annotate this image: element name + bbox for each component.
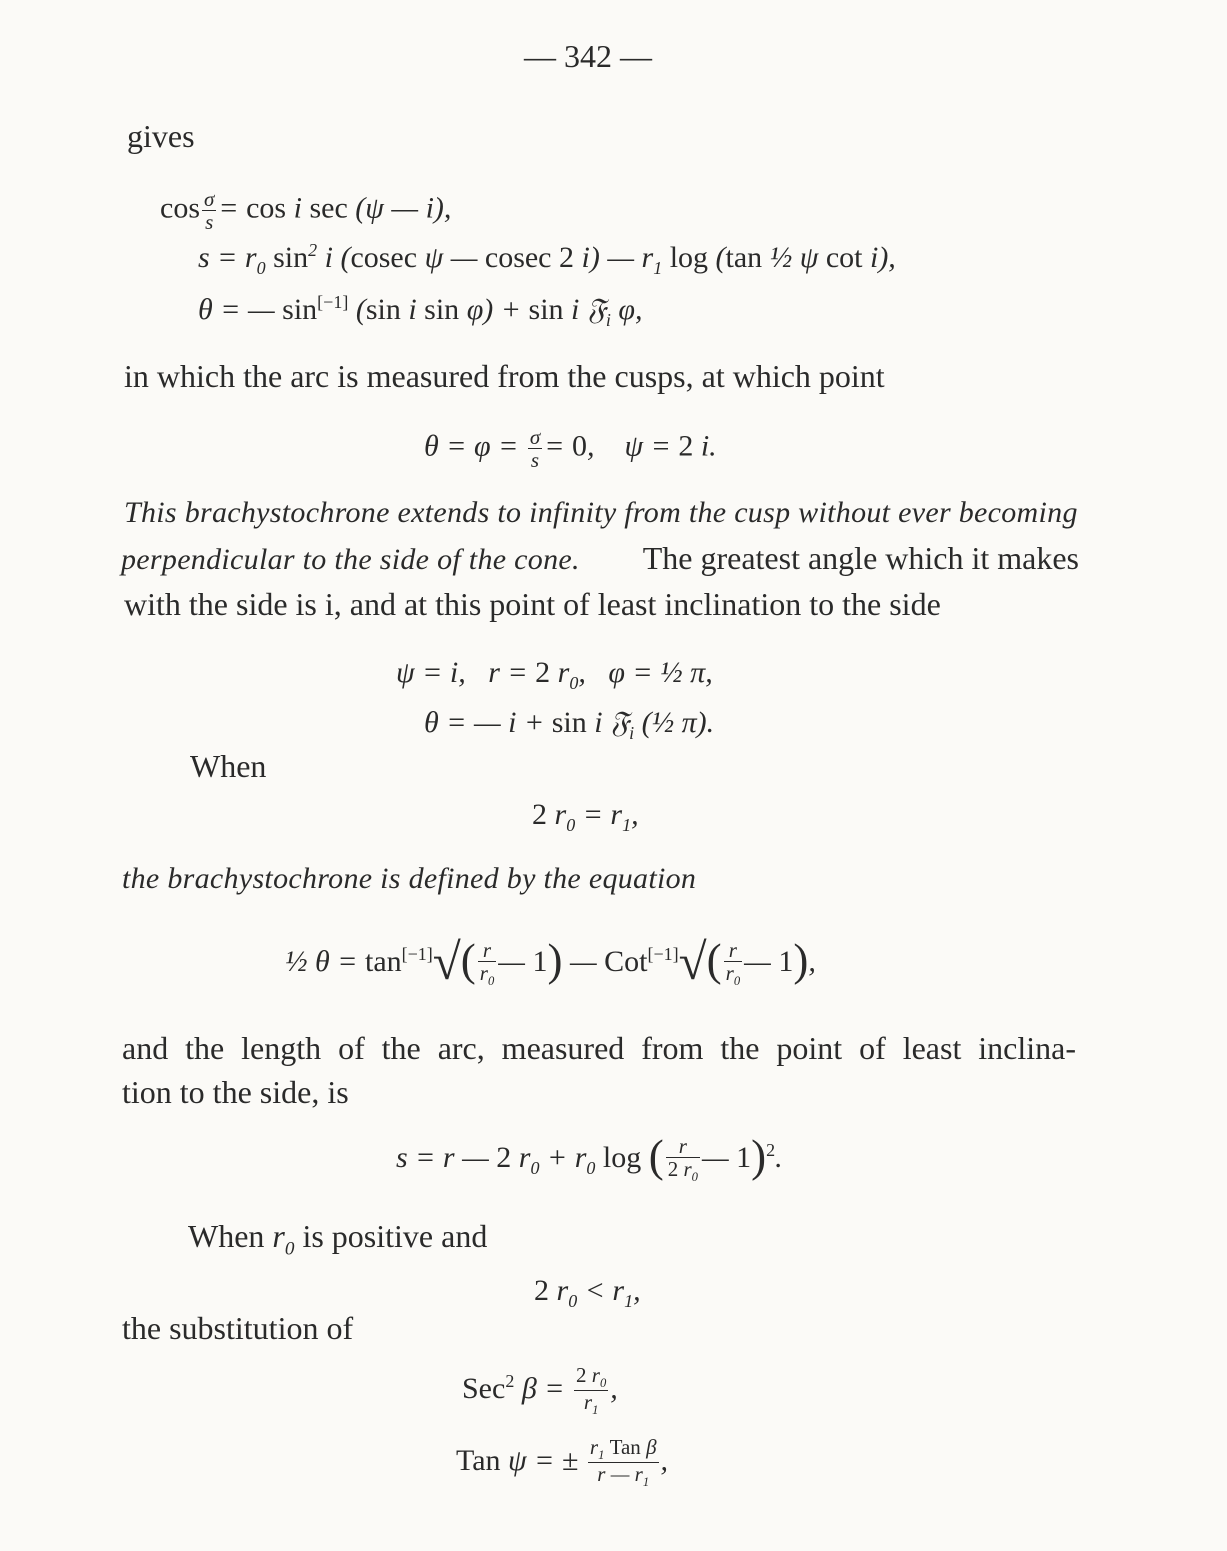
text-brachy-line3: with the side is i, and at this point of least inclination to the side [124, 586, 941, 622]
text-when-1: When [190, 748, 267, 784]
equation-least-1: ψ = i, r = 2 $r_0$, φ = ½ π, [396, 656, 713, 693]
text-brachy-line2-rest: The greatest angle which it makes [642, 540, 1079, 576]
text-brachy-line1: This brachystochrone extends to infinity from the cusp without ever becoming [124, 496, 1078, 529]
equation-cusp: θ = φ = $\frac{\sigma}{s}$ = 0, ψ = 2 i. [424, 425, 717, 473]
equation-when-1: 2 $r_0 = r_1$, [532, 798, 639, 835]
equation-least-2: θ = — i + sin i 𝔉$_i$ (½ π). [424, 706, 715, 743]
equation-line-2: $s = r_0$ $\sin^2 i$ (cosec ψ — cosec 2 i) — $r_1$ log (tan ½ ψ cot i), [198, 240, 896, 278]
text-when-2: When $r_0$ is positive and [188, 1218, 488, 1260]
text-substitution: the substitution of [122, 1310, 354, 1346]
text-brachy-line2-italic: perpendicular to the side of the cone. [121, 543, 580, 576]
equation-defined: ½ θ = tan[−1]√( $\frac{r}{r_0}$ — 1) — Cot[−1]√( $\frac{r}{r_0}$ — 1), [285, 935, 816, 991]
page-number: — 342 — [524, 38, 652, 74]
equation-line-3: θ = — sin[−1] (sin i sin φ) + sin i 𝔉$_i$ φ, [198, 292, 643, 330]
equation-length: s = r — 2 $r_0 + r_0$ log ( $\frac{r}{2 r_0}$ — 1)$^2$. [396, 1131, 783, 1185]
text-brachy-line2 [121, 540, 1079, 577]
equation-subst-2: Tan ψ = ± $\frac{r_1 Tan \beta}{r — r_1}$ , [456, 1435, 669, 1490]
text-in-which: in which the arc is measured from the cusps, at which point [124, 358, 885, 394]
equation-subst-1: Sec$^2$ β = $\frac{2 r_0}{r_1}$ , [462, 1363, 618, 1418]
text-defined: the brachystochrone is defined by the equation [122, 862, 697, 895]
text-length-line1: and the length of the arc, measured from the point of least inclina- [122, 1030, 1076, 1066]
text-gives: gives [127, 118, 195, 154]
equation-when-2: 2 $r_0 < r_1$, [534, 1274, 641, 1311]
text-length-line2: tion to the side, is [122, 1074, 349, 1110]
equation-group-1: cos $\frac{\sigma}{s}$ = cos i sec (ψ — i), [160, 187, 452, 235]
